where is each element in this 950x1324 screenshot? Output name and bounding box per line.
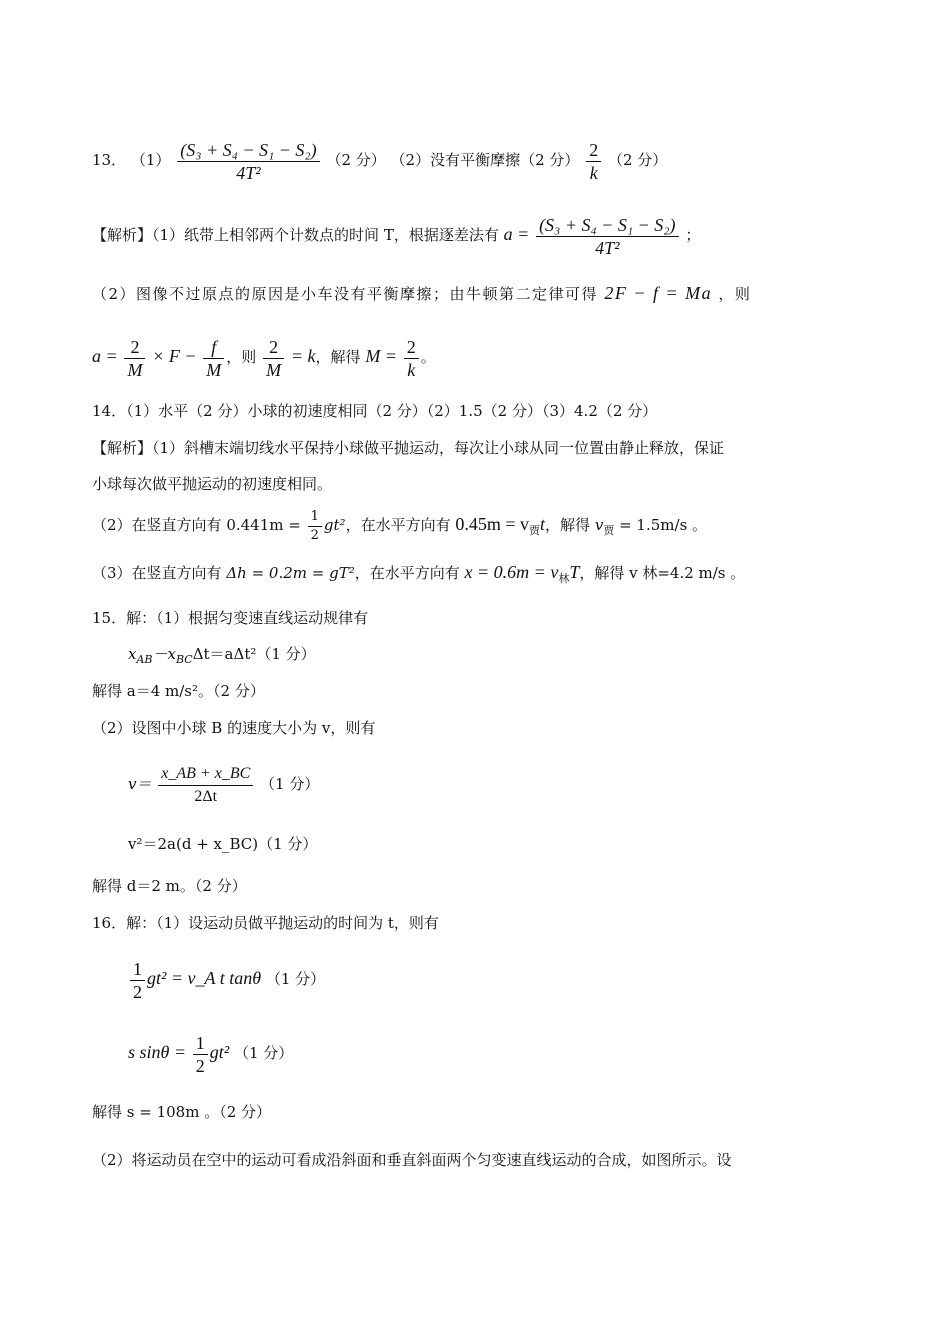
q15-result2: 解得 d＝2 m。（2 分） bbox=[92, 877, 247, 895]
q14-analysis-part2-v-subscript: 贾 bbox=[603, 524, 615, 537]
q14-analysis-part3-text2: ，在水平方向有 bbox=[354, 564, 460, 582]
q13-analysis-line2 bbox=[92, 283, 751, 304]
q14-analysis-one-half-fraction bbox=[308, 508, 322, 545]
q14-answer-line: 14．（1）水平（2 分）小球的初速度相同（2 分）（2）1.5（2 分）（3）4.2（2 分） bbox=[92, 402, 658, 420]
q15-equation2 bbox=[128, 758, 319, 810]
q14-analysis-part2-v: v bbox=[594, 516, 604, 534]
q16-eq2-denominator: 2 bbox=[193, 1054, 208, 1077]
q14-analysis-part3-eq2: x = 0.6m = v bbox=[464, 562, 559, 582]
q14-analysis-line1: 【解析】（1）斜槽末端切线水平保持小球做平抛运动，每次让小球从同一位置由静止释放，保证 bbox=[92, 439, 725, 457]
q14-analysis-one-half-denominator: 2 bbox=[308, 526, 322, 545]
q13-analysis-tag: 【解析】 bbox=[92, 226, 153, 244]
q13-analysis-fraction-f-over-M bbox=[203, 336, 224, 381]
q16-title: 16．解：（1）设运动员做平抛运动的时间为 t，则有 bbox=[92, 914, 439, 932]
q13-answer1-numerator: (S₃ + S₄ − S₁ − S₂) bbox=[180, 139, 317, 160]
q14-analysis-part3-eq2-T: T bbox=[569, 562, 580, 582]
q13-analysis-equals-k: = k bbox=[290, 346, 316, 366]
q13-analysis-part3-text1: ，则 bbox=[226, 348, 257, 366]
q13-analysis-part2-text: （2）图像不过原点的原因是小车没有平衡摩擦；由牛顿第二定律可得 bbox=[92, 285, 599, 303]
q14-analysis-part2-text1: （2）在竖直方向有 bbox=[92, 516, 222, 534]
q13-answer1-denominator: 4T² bbox=[177, 161, 319, 184]
q15-eq1-x: x bbox=[128, 645, 137, 663]
q13-analysis-fraction-f-over-M-denominator: M bbox=[203, 358, 224, 381]
q13-answer3-denominator: k bbox=[586, 161, 601, 184]
q14-analysis-part3-eq2-subscript: 林 bbox=[558, 572, 570, 585]
q13-score3: （2 分） bbox=[607, 151, 668, 169]
q16-eq1-one-half-fraction bbox=[130, 958, 145, 1003]
q14-analysis-part2 bbox=[92, 500, 707, 555]
q13-analysis-times-F: × F − bbox=[152, 346, 197, 366]
q15-result1: 解得 a＝4 m/s²。（2 分） bbox=[92, 682, 265, 700]
q14-analysis-part2-text2: ，在水平方向有 bbox=[345, 516, 451, 534]
q13-analysis-part1-numerator: (S₃ + S₄ − S₁ − S₂) bbox=[539, 214, 676, 235]
q16-eq2-one-half-fraction bbox=[193, 1032, 208, 1077]
q14-analysis-part2-eq2: 0.45m = v bbox=[455, 514, 530, 534]
q15-equation3: v²＝2a(d + x_BC)（1 分） bbox=[128, 835, 318, 853]
q15-equation1 bbox=[128, 644, 316, 670]
q13-analysis-M-equals: M = bbox=[365, 346, 397, 366]
q16-eq1-denominator: 2 bbox=[130, 980, 145, 1003]
q13-analysis-part1-lhs: a = bbox=[503, 224, 530, 244]
q13-analysis-line1 bbox=[92, 208, 700, 261]
q13-analysis-fraction-2-over-M bbox=[124, 336, 145, 381]
q16-eq2-lhs: s sinθ = bbox=[128, 1042, 186, 1062]
q13-analysis-fraction-2-over-M-denominator: M bbox=[124, 358, 145, 381]
q16-eq1-rest: gt² = v_A t tanθ bbox=[147, 968, 262, 988]
q13-analysis-fraction-2-over-M-b bbox=[263, 336, 284, 381]
q13-analysis-part1-fraction bbox=[536, 214, 678, 259]
q13-analysis-line3 bbox=[92, 330, 436, 383]
q14-analysis-part2-result: = 1.5m/s 。 bbox=[619, 516, 708, 534]
q13-analysis-part2-end: ，则 bbox=[718, 285, 752, 303]
q13-answer3-numerator: 2 bbox=[589, 139, 599, 160]
q14-analysis-part2-eq2-subscript: 贾 bbox=[529, 524, 541, 537]
q15-eq1-mid: －x bbox=[152, 645, 176, 663]
q13-analysis-fraction-2-over-k bbox=[404, 336, 419, 381]
q14-analysis-part2-eq1-lhs: 0.441m = bbox=[226, 516, 301, 534]
q14-analysis-part3-text1: （3）在竖直方向有 bbox=[92, 564, 222, 582]
q14-analysis-part3-eq1: Δh = 0.2m = gT² bbox=[226, 564, 355, 582]
q13-score1: （2 分） bbox=[326, 151, 386, 169]
q13-part2: （2）没有平衡摩擦（2 分） bbox=[390, 151, 580, 169]
q13-analysis-part2-equation: 2F − f = Ma bbox=[604, 283, 713, 303]
q15-eq2-numerator: x_AB + x_BC bbox=[161, 764, 251, 782]
q15-part2: （2）设图中小球 B 的速度大小为 v，则有 bbox=[92, 719, 376, 737]
q13-answer1-fraction bbox=[177, 139, 319, 184]
q16-eq1-numerator: 1 bbox=[133, 958, 142, 979]
q15-eq2-denominator: 2Δt bbox=[158, 785, 253, 808]
q16-part2: （2）将运动员在空中的运动可看成沿斜面和垂直斜面两个匀变速直线运动的合成，如图所示。设 bbox=[92, 1151, 732, 1169]
q14-analysis-part2-text3: ，解得 bbox=[545, 516, 591, 534]
q14-analysis-part3 bbox=[92, 562, 745, 589]
q16-eq2-score: （1 分） bbox=[233, 1044, 294, 1062]
q16-equation1 bbox=[128, 952, 325, 1005]
q16-equation2 bbox=[128, 1026, 293, 1079]
q16-result: 解得 s = 108m 。（2 分） bbox=[92, 1103, 272, 1121]
q14-analysis-part3-text3: ，解得 v 林=4.2 m/s 。 bbox=[579, 564, 746, 582]
q13-analysis-part3-lhs: a = bbox=[92, 346, 118, 366]
q13-analysis-part1-denominator: 4T² bbox=[536, 236, 678, 259]
q13-number: 13． bbox=[92, 151, 127, 169]
q16-eq1-score: （1 分） bbox=[265, 970, 326, 988]
q13-part1: （1） bbox=[130, 151, 171, 169]
q13-analysis-part1-end: ； bbox=[685, 226, 701, 244]
q13-analysis-part3-text2: ，解得 bbox=[315, 348, 361, 366]
q13-analysis-part3-end: 。 bbox=[420, 348, 436, 366]
q13-analysis-part1-text: （1）纸带上相邻两个计数点的时间 T，根据逐差法有 bbox=[152, 226, 499, 244]
q14-analysis-part2-eq2-t: t bbox=[540, 514, 546, 534]
q13-analysis-fraction-2-over-k-numerator: 2 bbox=[406, 336, 416, 357]
q15-eq1-sub-ab: AB bbox=[136, 653, 153, 666]
q15-eq2-fraction bbox=[158, 763, 253, 808]
q14-analysis-line2: 小球每次做平抛运动的初速度相同。 bbox=[92, 475, 333, 493]
q13-answer-line bbox=[92, 134, 667, 186]
q15-eq1-rest: Δt＝aΔt²（1 分） bbox=[192, 645, 316, 663]
q13-answer3-fraction bbox=[586, 139, 601, 184]
q16-eq2-numerator: 1 bbox=[195, 1032, 205, 1053]
q13-analysis-fraction-2-over-M-numerator: 2 bbox=[130, 336, 140, 357]
q15-eq2-lhs: v＝ bbox=[128, 775, 152, 793]
q13-analysis-fraction-2-over-M-b-denominator: M bbox=[263, 358, 284, 381]
q15-eq2-score: （1 分） bbox=[260, 775, 320, 793]
q14-analysis-one-half-numerator: 1 bbox=[310, 508, 319, 524]
q14-analysis-part2-eq1-rhs: gt² bbox=[323, 516, 346, 534]
q16-eq2-rest: gt² bbox=[209, 1042, 230, 1062]
q15-title: 15．解：（1）根据匀变速直线运动规律有 bbox=[92, 609, 369, 627]
q13-analysis-fraction-2-over-k-denominator: k bbox=[404, 358, 419, 381]
q15-eq1-sub-bc: BC bbox=[175, 653, 193, 666]
q13-analysis-fraction-2-over-M-b-numerator: 2 bbox=[269, 336, 279, 357]
q13-analysis-fraction-f-over-M-numerator: f bbox=[211, 336, 217, 357]
